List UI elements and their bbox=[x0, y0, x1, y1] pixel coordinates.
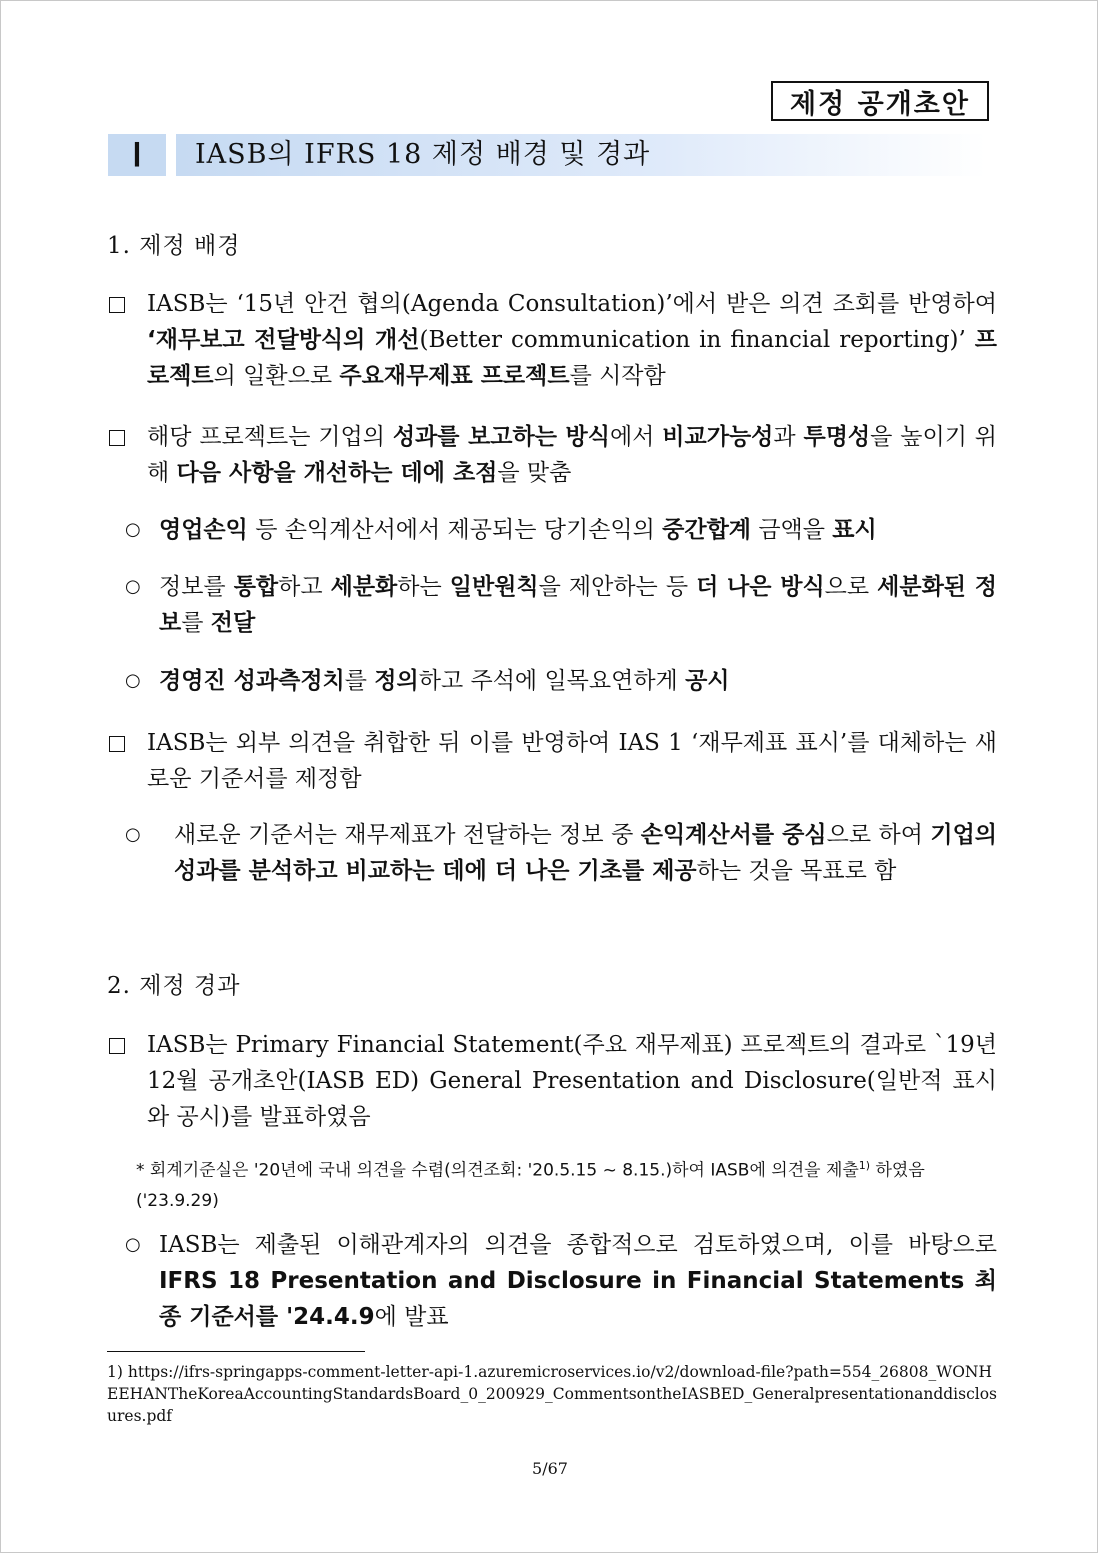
page-number: 5/67 bbox=[532, 1459, 568, 1478]
circle-bullet-icon: ○ bbox=[125, 670, 141, 691]
paragraph-p2 bbox=[147, 419, 997, 491]
circle-bullet-icon: ○ bbox=[125, 1234, 141, 1255]
asterisk: * bbox=[136, 1160, 145, 1181]
bold-text: 더 나은 방식 bbox=[696, 574, 825, 600]
text: 과 bbox=[773, 424, 796, 450]
footnote-number: 1) bbox=[107, 1363, 123, 1381]
paragraph-p7 bbox=[125, 817, 998, 889]
bold-text: 비교가능성 bbox=[662, 424, 774, 450]
bold-text: 성과를 보고하는 방식 bbox=[392, 424, 610, 450]
text: 정보를 bbox=[159, 574, 226, 600]
bold-text: 주요재무제표 프로젝트 bbox=[339, 363, 570, 389]
square-bullet-icon bbox=[109, 1027, 125, 1063]
text: 으로 하여 bbox=[826, 822, 923, 848]
circle-bullet-icon: ○ bbox=[125, 576, 141, 597]
bold-text: 경영진 성과측정치 bbox=[159, 668, 345, 694]
text: 를 시작함 bbox=[569, 363, 666, 389]
circle-bullet-icon: ○ bbox=[125, 824, 141, 845]
text: 회계기준실은 '20년에 국내 의견을 수렴(의견조회: '20.5.15 ~ 8.15.)하여 IASB에 의견을 제출 bbox=[149, 1160, 859, 1181]
text: 에서 bbox=[609, 424, 655, 450]
circle-bullet-icon: ○ bbox=[125, 519, 141, 540]
text: 를 bbox=[344, 668, 367, 694]
bold-text: 프로젝트 bbox=[147, 327, 998, 389]
text: 등 손익계산서에서 제공되는 당기손익의 bbox=[255, 517, 655, 543]
bold-text: ‘재무보고 전달방식의 개선 bbox=[147, 327, 420, 353]
square-bullet-icon bbox=[109, 419, 125, 455]
bold-text: 중간합계 bbox=[662, 517, 752, 543]
text: 의 일환으로 bbox=[213, 363, 333, 389]
text: 을 맞춤 bbox=[497, 460, 572, 486]
bold-text: 세분화 bbox=[330, 574, 398, 600]
text: 를 bbox=[181, 610, 204, 636]
square-bullet-icon bbox=[109, 286, 125, 322]
paragraph-p9 bbox=[125, 1227, 997, 1335]
text: IASB는 Primary Financial Statement(주요 재무제표) 프로젝트의 결과로 `19년 12월 공개초안(IASB ED) General Presentation and Disclosure(일반적 표시와 공시)를 발표하였음 bbox=[147, 1032, 997, 1130]
bold-text: 세분화된 정보 bbox=[159, 574, 997, 636]
paragraph-p6 bbox=[147, 725, 997, 797]
bold-text: IFRS 18 Presentation and Disclosure in Financial Statements 최종 기준서를 '24.4.9 bbox=[159, 1268, 997, 1330]
text: 하는 bbox=[397, 574, 442, 600]
bold-text: 일반원칙 bbox=[449, 574, 539, 600]
text: 금액을 bbox=[758, 517, 825, 543]
bold-text: 공시 bbox=[685, 668, 730, 694]
paragraph-p1 bbox=[147, 286, 997, 394]
bold-text: 표시 bbox=[832, 517, 877, 543]
text: 에 발표 bbox=[374, 1304, 449, 1330]
paragraph-p3 bbox=[125, 512, 997, 548]
text: IASB는 제출된 이해관계자의 의견을 종합적으로 검토하였으며, 이를 바탕으로 bbox=[159, 1232, 997, 1258]
section-number: Ⅰ bbox=[108, 134, 166, 176]
text: 하는 것을 목표로 함 bbox=[696, 858, 897, 884]
footnote bbox=[107, 1361, 997, 1427]
paragraph-p8 bbox=[147, 1027, 997, 1135]
text: 을 높이기 위해 bbox=[147, 424, 998, 486]
bold-text: 통합 bbox=[233, 574, 279, 600]
text: 하고 주석에 일목요연하게 bbox=[418, 668, 678, 694]
draft-stamp: 제정 공개초안 bbox=[771, 81, 989, 121]
text: 을 제안하는 등 bbox=[538, 574, 689, 600]
text: 새로운 기준서는 재무제표가 전달하는 정보 중 bbox=[174, 822, 634, 848]
subheading-progress: 2. 제정 경과 bbox=[107, 973, 241, 999]
note-text bbox=[136, 1151, 996, 1216]
text: 해당 프로젝트는 기업의 bbox=[147, 424, 385, 450]
section-title: IASB의 IFRS 18 제정 배경 및 경과 bbox=[195, 139, 651, 170]
text: IASB는 외부 의견을 취합한 뒤 이를 반영하여 IAS 1 ‘재무제표 표시’를 대체하는 새로운 기준서를 제정함 bbox=[147, 730, 997, 792]
footnote-divider bbox=[107, 1351, 365, 1352]
text: 하였음('23.9.29) bbox=[136, 1160, 925, 1211]
footnote-ref[interactable]: 1) bbox=[858, 1159, 871, 1172]
bold-text: 정의 bbox=[374, 668, 419, 694]
paragraph-p4 bbox=[125, 569, 997, 641]
paragraph-p5 bbox=[125, 663, 997, 699]
bold-text: 투명성 bbox=[803, 424, 871, 450]
text: 하고 bbox=[278, 574, 323, 600]
text: (Better communication in financial reporting)’ bbox=[419, 327, 966, 353]
text: 으로 bbox=[824, 574, 870, 600]
bold-text: 다음 사항을 개선하는 데에 초점 bbox=[176, 460, 498, 486]
text: IASB는 ‘15년 안건 협의(Agenda Consultation)’에서 받은 의견 조회를 반영하여 bbox=[147, 291, 997, 317]
subheading-background: 1. 제정 배경 bbox=[107, 233, 241, 259]
footnote-link[interactable]: https://ifrs-springapps-comment-letter-api-1.azuremicroservices.io/v2/download-file?path=554_26808_WONHEEHANTheKoreaAccountingStandardsBoard_0_200929_CommentsontheIASBED_Generalpresentationanddisclosures.pdf bbox=[107, 1363, 998, 1425]
bold-text: 손익계산서를 중심 bbox=[640, 822, 827, 848]
bold-text: 영업손익 bbox=[159, 517, 248, 543]
square-bullet-icon bbox=[109, 725, 125, 761]
bold-text: 기업의 성과를 분석하고 비교하는 데에 더 나은 기초를 제공 bbox=[174, 822, 998, 884]
bold-text: 전달 bbox=[210, 610, 256, 636]
